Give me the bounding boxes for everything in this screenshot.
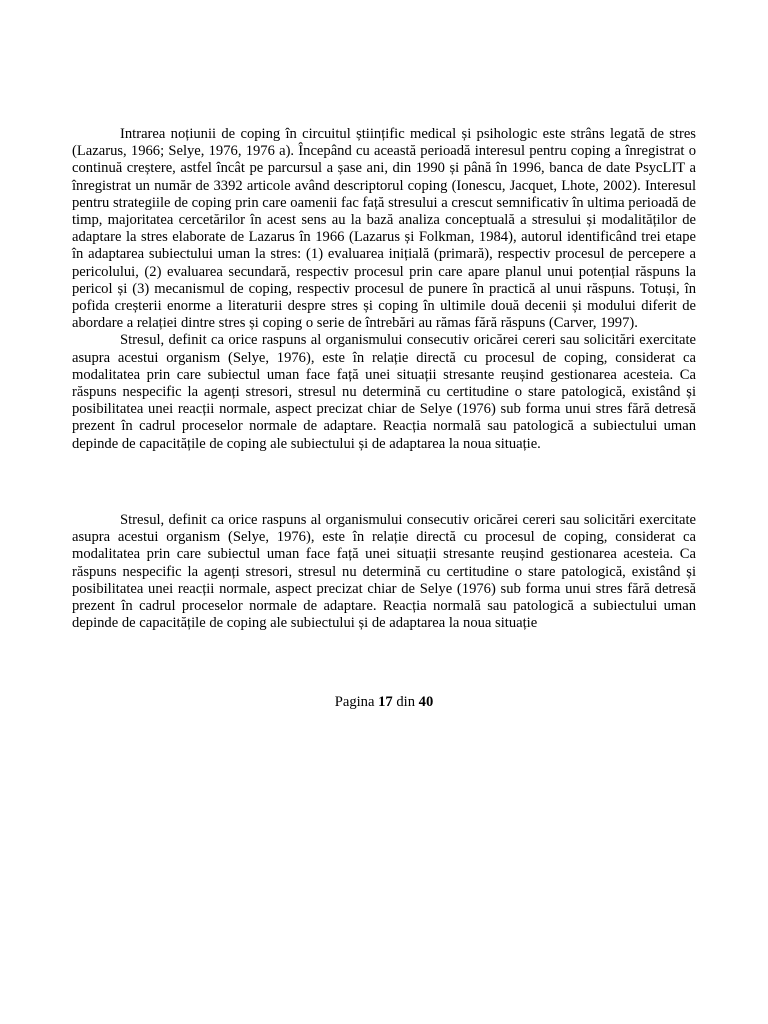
page-label: Pagina [334, 694, 375, 710]
page-footer [0, 694, 768, 711]
document-body-repeat [72, 512, 696, 632]
paragraph-coping-intro: Intrarea noțiunii de coping în circuitul științific medical și psihologic este strâns legată de stres (Lazarus, 1966; Selye, 1976, 1976 a). Începând cu această perioadă interesul pentru coping a înregistrat o continuă creștere, astfel încât pe parcursul a șase ani, din 1990 și până în 1996, banca de date PsycLIT a înregistrat un număr de 3392 articole având descriptorul coping (Ionescu, Jacquet, Lhote, 2002). Interesul pentru strategiile de coping prin care oamenii fac față stresului a crescut semnificativ în ultima perioadă de timp, majoritatea cercetărilor în acest sens au la bază analiza conceptuală a stresului și modalităților de adaptare la stres elaborate de Lazarus în 1966 (Lazarus și Folkman, 1984), autorul identificând trei etape în adaptarea subiectului uman la stres: (1) evaluarea inițială (primară), respectiv procesul de percepere a pericolului, (2) evaluarea secundară, respectiv procesul prin care apare planul unui potențial răspuns la pericol și (3) mecanismul de coping, respectiv procesul de punere în practică al unui răspuns. Totuși, în pofida creșterii enorme a literaturii despre stres și coping în ultimile două decenii și modului diferit de abordare a relației dintre stres și coping o serie de întrebări au rămas fără răspuns (Carver, 1997). [72, 126, 696, 332]
of-label: din [396, 694, 416, 710]
document-body [72, 126, 696, 453]
current-page-number: 17 [378, 694, 393, 710]
total-pages-number: 40 [418, 694, 434, 710]
paragraph-stress-definition-repeat: Stresul, definit ca orice raspuns al organismului consecutiv oricărei cereri sau solicitări exercitate asupra acestui organism (Selye, 1976), este în relație directă cu procesul de coping, considerat ca modalitatea prin care subiectul uman face față unei situații stresante reușind gestionarea acesteia. Ca răspuns nespecific la agenți stresori, stresul nu determină cu certitudine o stare patologică, existând și posibilitatea unei reacții normale, aspect precizat chiar de Selye (1976) sub forma unui stres fără detresă prezent în cadrul proceselor normale de adaptare. Reacția normală sau patologică a subiectului uman depinde de capacitățile de coping ale subiectului și de adaptarea la noua situație [72, 512, 696, 632]
paragraph-stress-definition: Stresul, definit ca orice raspuns al organismului consecutiv oricărei cereri sau solicitări exercitate asupra acestui organism (Selye, 1976), este în relație directă cu procesul de coping, considerat ca modalitatea prin care subiectul uman face față unei situații stresante reușind gestionarea acesteia. Ca răspuns nespecific la agenți stresori, stresul nu determină cu certitudine o stare patologică, existând și posibilitatea unei reacții normale, aspect precizat chiar de Selye (1976) sub forma unui stres fără detresă prezent în cadrul proceselor normale de adaptare. Reacția normală sau patologică a subiectului uman depinde de capacitățile de coping ale subiectului și de adaptarea la noua situație. [72, 332, 696, 452]
